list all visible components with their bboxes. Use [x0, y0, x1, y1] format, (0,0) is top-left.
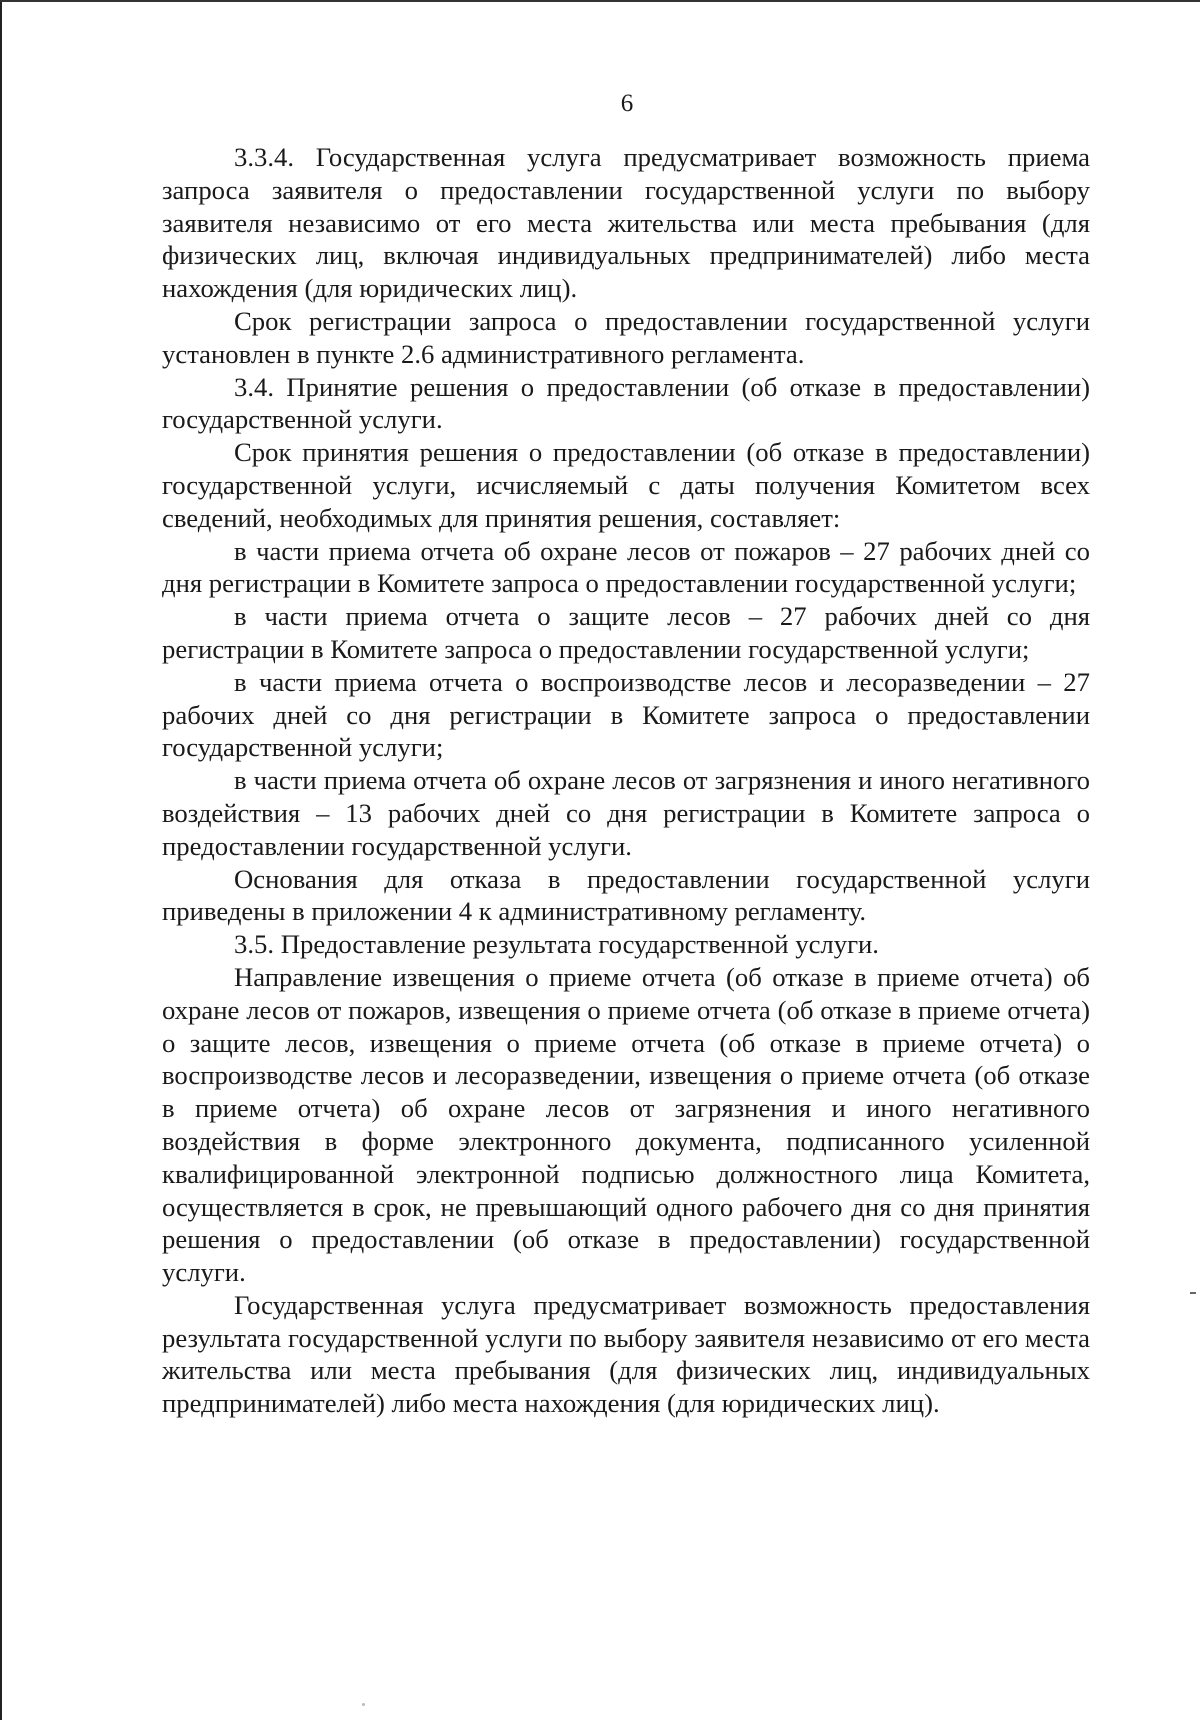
page-number: 6	[620, 90, 634, 117]
paragraph-pollution-report-term: в части приема отчета об охране лесов от загрязнения и иного негативного воздействия – 13 рабочих дней со дня регистрации в Комитете запроса о предоставлении государственной услуги.	[162, 765, 1090, 861]
paragraph-notification: Направление извещения о приеме отчета (об отказе в приеме отчета) об охране лесов от пожаров, извещения о приеме отчета (об отказе в приеме отчета) о защите лесов, извещения о приеме отчета (об отказе в приеме отчета) о воспроизводстве лесов и лесоразведении, извещения о приеме отчета (об отказе в приеме отчета) об охране лесов от загрязнения и иного негативного воздействия в форме электронного документа, подписанного усиленной квалифицированной электронной подписью должностного лица Комитета, осуществляется в срок, не превышающий одного рабочего дня со дня принятия решения о предоставлении (об отказе в предоставлении) государственной услуги.	[162, 961, 1090, 1288]
scan-left-edge	[0, 0, 2, 1720]
paragraph-decision-term: Срок принятия решения о предоставлении (об отказе в предоставлении) государственной услуги, исчисляемый с даты получения Комитетом всех сведений, необходимых для принятия решения, составляет:	[162, 437, 1090, 533]
scan-artifact-mark	[1190, 1292, 1196, 1294]
paragraph-registration-term: Срок регистрации запроса о предоставлении государственной услуги установлен в пункте 2.6 административного регламента.	[162, 305, 1090, 369]
paragraph-reproduction-report-term: в части приема отчета о воспроизводстве лесов и лесоразведении – 27 рабочих дней со дня регистрации в Комитете запроса о предоставлении государственной услуги;	[162, 666, 1090, 763]
scan-artifact-dot	[362, 1703, 365, 1706]
scan-top-edge	[0, 0, 1200, 2]
paragraph-fire-report-term: в части приема отчета об охране лесов от пожаров – 27 рабочих дней со дня регистрации в Комитете запроса о предоставлении государственной услуги;	[162, 535, 1090, 599]
paragraph-3-4-heading: 3.4. Принятие решения о предоставлении (об отказе в предоставлении) государственной услуги.	[162, 371, 1090, 435]
paragraph-3-5-heading: 3.5. Предоставление результата государственной услуги.	[234, 929, 879, 960]
paragraph-result-delivery: Государственная услуга предусматривает возможность предоставления результата государственной услуги по выбору заявителя независимо от его места жительства или места пребывания (для физических лиц, индивидуальных предпринимателей) либо места нахождения (для юридических лиц).	[162, 1289, 1090, 1419]
paragraph-protection-report-term: в части приема отчета о защите лесов – 27 рабочих дней со дня регистрации в Комитете запроса о предоставлении государственной услуги;	[162, 601, 1090, 664]
paragraph-refusal-grounds: Основания для отказа в предоставлении государственной услуги приведены в приложении 4 к административному регламенту.	[162, 863, 1090, 927]
paragraph-3-3-4: 3.3.4. Государственная услуга предусматривает возможность приема запроса заявителя о предоставлении государственной услуги по выбору заявителя независимо от его места жительства или места пребывания (для физических лиц, включая индивидуальных предпринимателей) либо места нахождения (для юридических лиц).	[162, 142, 1090, 304]
document-body	[162, 141, 1090, 1420]
